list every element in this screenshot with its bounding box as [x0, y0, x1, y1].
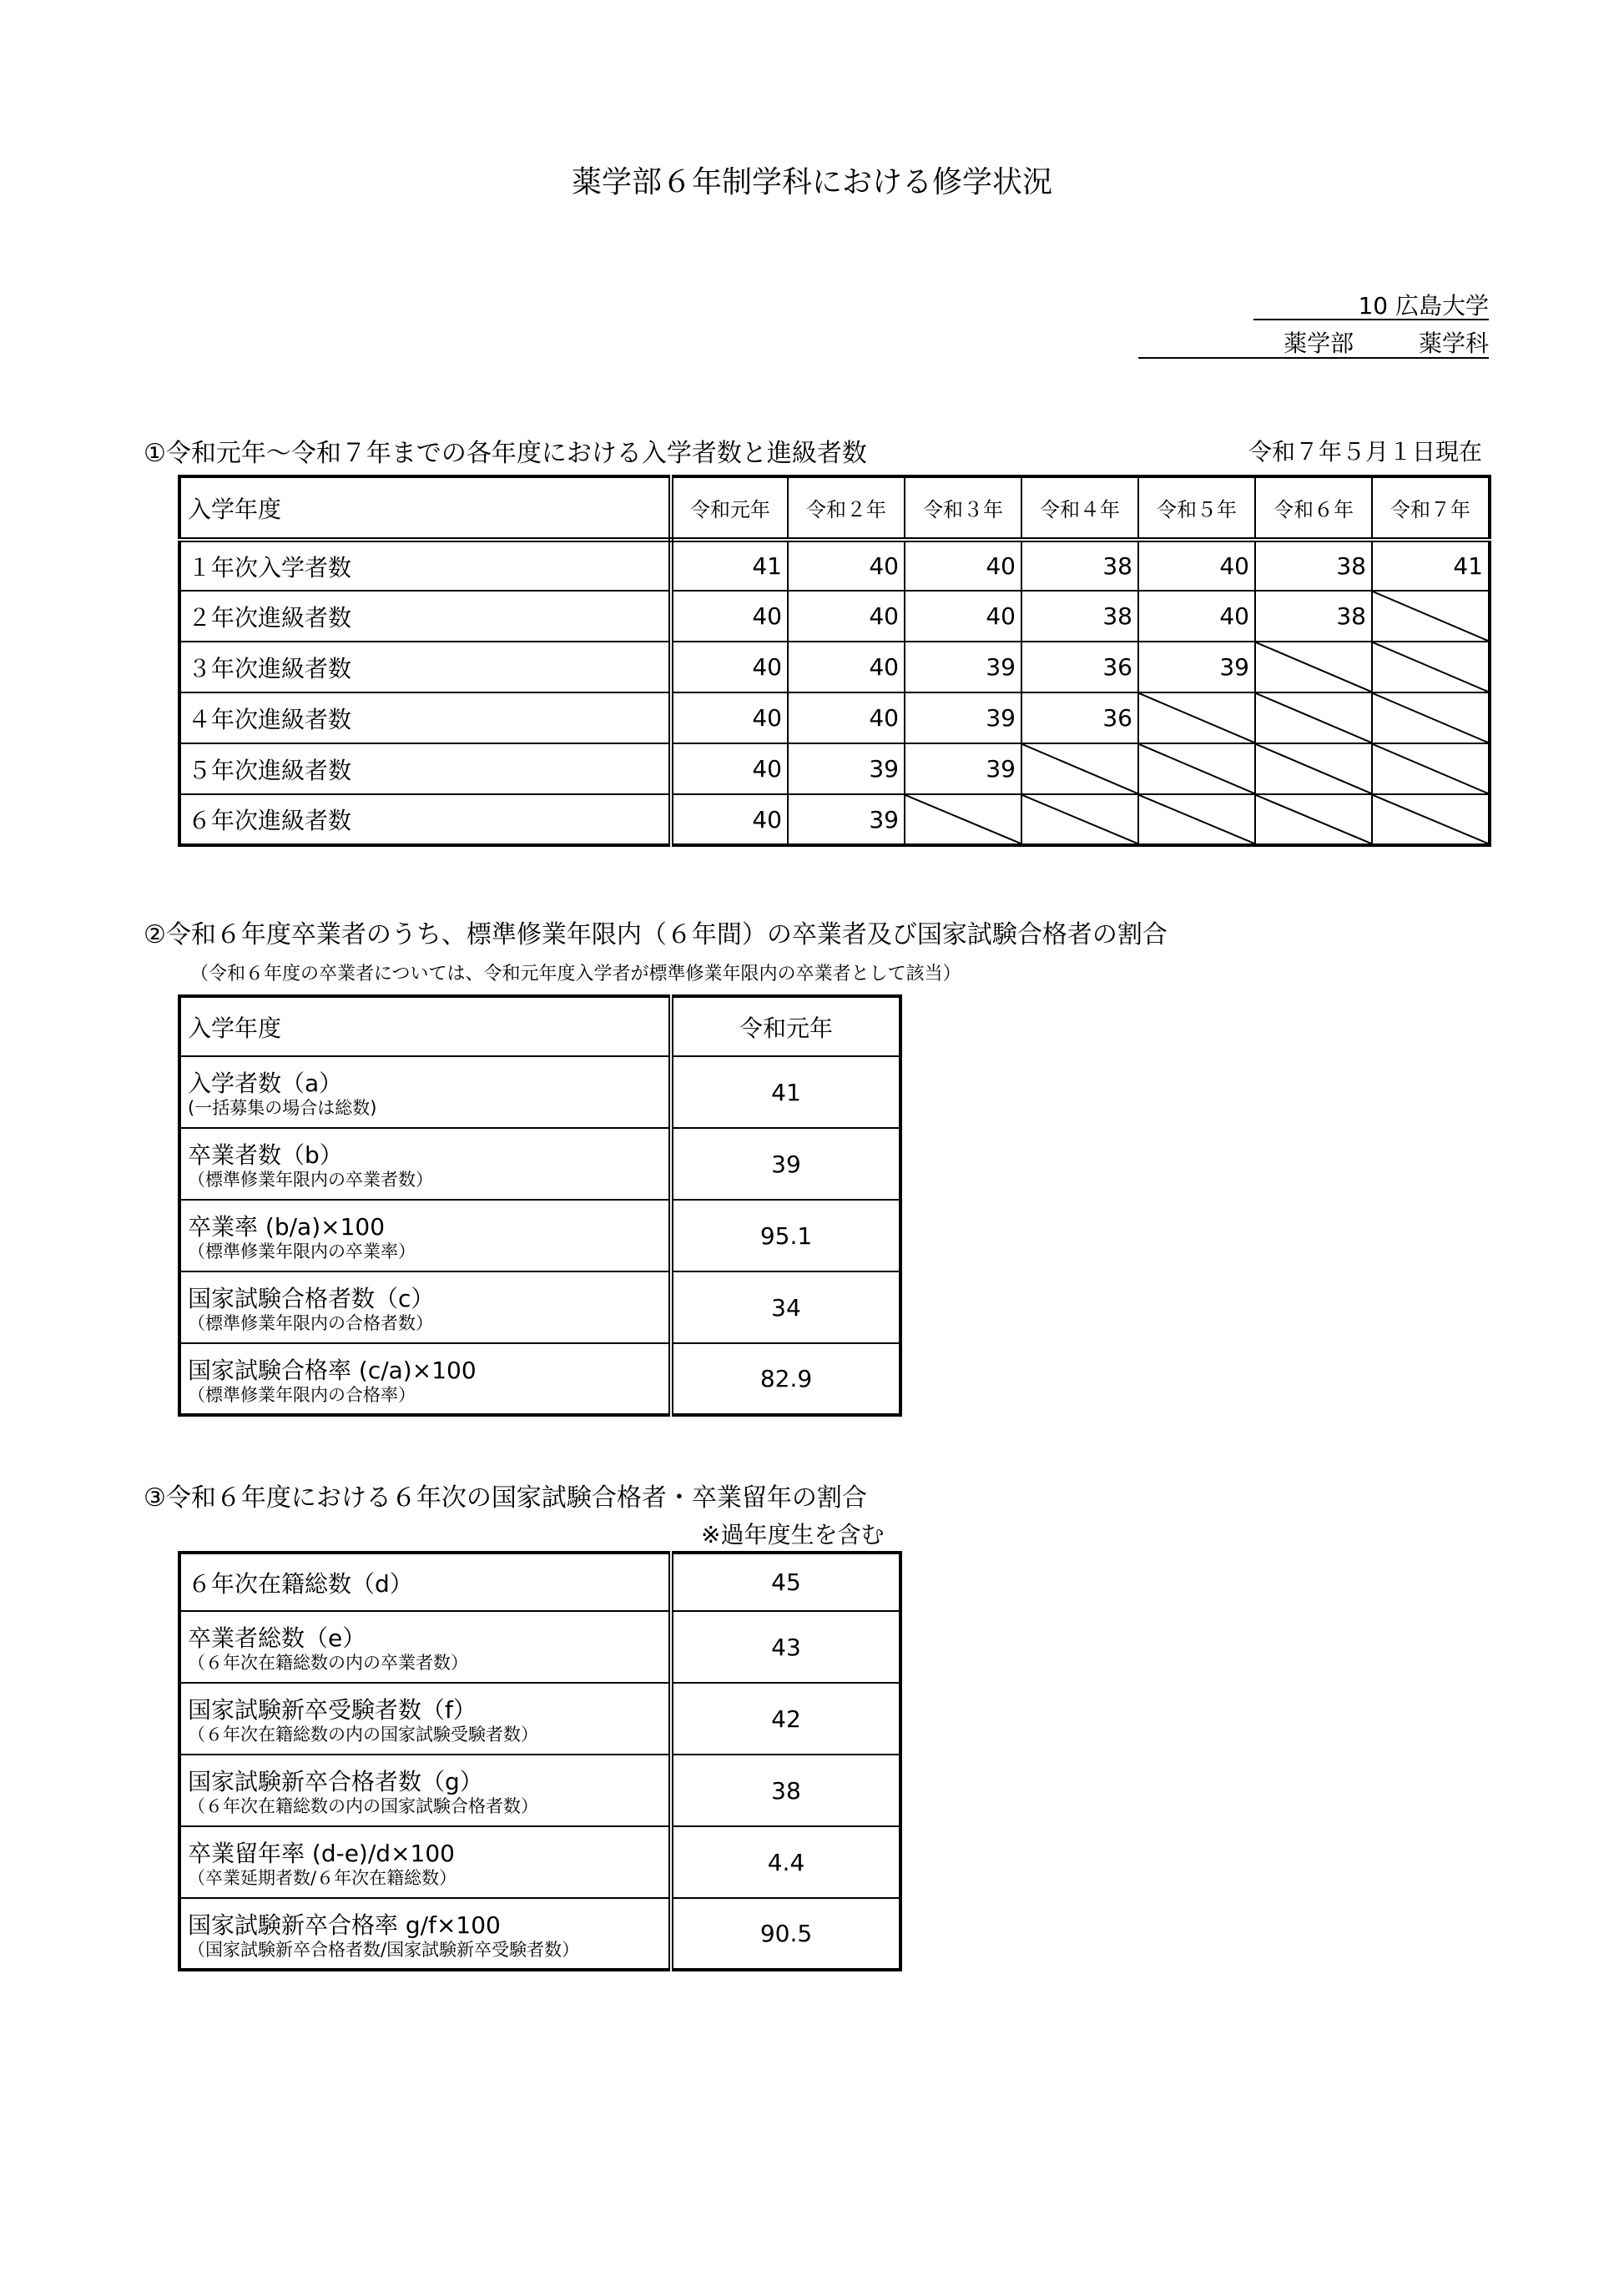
value-cell: 42: [671, 1683, 900, 1755]
table-row: [179, 743, 1490, 794]
value-cell: 41: [1372, 540, 1490, 591]
page-title: 薬学部６年制学科における修学状況: [571, 165, 1052, 199]
row-label-cell: [179, 1128, 671, 1200]
row-sublabel: （国家試験新卒合格者数/国家試験新卒受験者数）: [188, 1939, 580, 1960]
table-row: [179, 540, 1490, 591]
row-label: 卒業者数（b）: [188, 1141, 343, 1170]
empty-cell: [1021, 743, 1138, 794]
value-cell: 38: [1255, 540, 1372, 591]
value-cell: 40: [788, 540, 905, 591]
value-cell: 38: [1021, 591, 1138, 642]
row-label: ４年次進級者数: [179, 692, 671, 743]
row-label-cell: [179, 1611, 671, 1683]
year-header: 令和４年: [1021, 476, 1138, 540]
empty-cell-diagonal: [1373, 592, 1488, 641]
divider: [1138, 357, 1489, 359]
row-label-cell: [179, 1826, 671, 1898]
table-row: [179, 1553, 900, 1611]
table-header-row: [179, 476, 1490, 540]
row-label: 入学者数（a）: [188, 1070, 343, 1098]
row-sublabel: （卒業延期者数/６年次在籍総数）: [188, 1868, 457, 1889]
empty-cell: [1255, 692, 1372, 743]
row-label: ２年次進級者数: [179, 591, 671, 642]
value-cell: 43: [671, 1611, 900, 1683]
row-label: 卒業留年率 (d-e)/d×100: [188, 1840, 455, 1868]
row-sublabel: （６年次在籍総数の内の卒業者数）: [188, 1653, 468, 1674]
empty-cell-diagonal: [1022, 795, 1137, 843]
row-label: 卒業率 (b/a)×100: [188, 1213, 386, 1241]
value-cell: 40: [788, 642, 905, 692]
table-row: [179, 1128, 900, 1200]
row-label: ６年次在籍総数（d）: [188, 1569, 413, 1598]
value-cell: 40: [671, 591, 788, 642]
empty-cell: [905, 794, 1021, 845]
value-cell: 40: [1138, 591, 1255, 642]
empty-cell: [1138, 794, 1255, 845]
as-of-date: 令和７年５月１日現在: [1248, 438, 1482, 466]
empty-cell-diagonal: [1373, 642, 1488, 692]
corner-label: 入学年度: [179, 996, 671, 1056]
value-cell: 39: [788, 743, 905, 794]
enrollment-table: [178, 475, 1491, 847]
empty-cell: [1372, 794, 1490, 845]
row-sublabel: （標準修業年限内の合格率）: [188, 1384, 416, 1405]
row-sublabel: （６年次在籍総数の内の国家試験受験者数）: [188, 1725, 538, 1745]
row-label: 国家試験新卒合格者数（g）: [188, 1768, 483, 1796]
value-cell: 40: [905, 591, 1021, 642]
empty-cell: [1255, 794, 1372, 845]
year-header: 令和７年: [1372, 476, 1490, 540]
value-cell: 40: [788, 692, 905, 743]
value-cell: 39: [905, 692, 1021, 743]
divider: [1253, 319, 1489, 320]
empty-cell: [1138, 692, 1255, 743]
table-row: [179, 591, 1490, 642]
empty-cell-diagonal: [1256, 642, 1371, 692]
table-row: [179, 1611, 900, 1683]
empty-cell-diagonal: [1139, 795, 1254, 843]
row-label: 国家試験合格者数（c）: [188, 1285, 435, 1313]
institution-name: 10 広島大学: [1358, 292, 1489, 320]
empty-cell: [1372, 743, 1490, 794]
value-cell: 39: [671, 1128, 900, 1200]
year-header: 令和５年: [1138, 476, 1255, 540]
row-label-cell: [179, 1755, 671, 1826]
value-cell: 45: [671, 1553, 900, 1611]
table-row: [179, 1343, 900, 1415]
corner-label: 入学年度: [179, 476, 671, 540]
empty-cell-diagonal: [905, 795, 1021, 843]
row-label: ３年次進級者数: [179, 642, 671, 692]
value-cell: 40: [905, 540, 1021, 591]
empty-cell-diagonal: [1139, 744, 1254, 793]
row-sublabel: （標準修業年限内の卒業率）: [188, 1241, 416, 1262]
empty-cell: [1372, 692, 1490, 743]
value-cell: 40: [671, 642, 788, 692]
row-sublabel: （標準修業年限内の合格者数）: [188, 1313, 433, 1334]
row-label-cell: [179, 1553, 671, 1611]
section3-heading: ③令和６年度における６年次の国家試験合格者・卒業留年の割合: [144, 1483, 867, 1513]
empty-cell-diagonal: [1373, 795, 1488, 843]
row-label: ５年次進級者数: [179, 743, 671, 794]
row-label: 国家試験新卒合格率 g/f×100: [188, 1911, 501, 1939]
table-row: [179, 794, 1490, 845]
row-label: ６年次進級者数: [179, 794, 671, 845]
value-cell: 34: [671, 1271, 900, 1343]
value-cell: 38: [671, 1755, 900, 1826]
empty-cell-diagonal: [1256, 693, 1371, 743]
table-row: [179, 692, 1490, 743]
table-row: [179, 1200, 900, 1271]
table-row: [179, 1826, 900, 1898]
value-cell: 39: [905, 743, 1021, 794]
empty-cell: [1255, 743, 1372, 794]
row-sublabel: （標準修業年限内の卒業者数）: [188, 1170, 433, 1191]
value-cell: 39: [788, 794, 905, 845]
row-label-cell: [179, 1271, 671, 1343]
table-row: [179, 1755, 900, 1826]
value-cell: 40: [671, 743, 788, 794]
value-cell: 95.1: [671, 1200, 900, 1271]
faculty-department: [1284, 325, 1489, 359]
empty-cell: [1138, 743, 1255, 794]
faculty-name: 薬学部: [1284, 330, 1354, 357]
value-cell: 41: [671, 540, 788, 591]
value-cell: 40: [1138, 540, 1255, 591]
row-sublabel: (一括募集の場合は総数): [188, 1098, 377, 1119]
section2-heading: ②令和６年度卒業者のうち、標準修業年限内（６年間）の卒業者及び国家試験合格者の割合: [144, 920, 1168, 949]
empty-cell: [1255, 642, 1372, 692]
empty-cell-diagonal: [1022, 744, 1137, 793]
empty-cell: [1372, 591, 1490, 642]
row-label: 国家試験合格率 (c/a)×100: [188, 1356, 477, 1384]
row-sublabel: （６年次在籍総数の内の国家試験合格者数）: [188, 1796, 538, 1817]
value-cell: 82.9: [671, 1343, 900, 1415]
empty-cell-diagonal: [1256, 795, 1371, 843]
year-header: 令和２年: [788, 476, 905, 540]
empty-cell-diagonal: [1139, 693, 1254, 743]
value-cell: 36: [1021, 692, 1138, 743]
section3-note: ※過年度生を含む: [701, 1521, 885, 1548]
value-cell: 90.5: [671, 1898, 900, 1970]
empty-cell: [1372, 642, 1490, 692]
row-label: 卒業者総数（e）: [188, 1624, 366, 1653]
value-cell: 41: [671, 1056, 900, 1128]
row-label-cell: [179, 1200, 671, 1271]
row-label: １年次入学者数: [179, 540, 671, 591]
value-cell: 39: [1138, 642, 1255, 692]
empty-cell-diagonal: [1373, 693, 1488, 743]
table-row: [179, 1683, 900, 1755]
year-header: 令和元年: [671, 996, 900, 1056]
section2-note: （令和６年度の卒業者については、令和元年度入学者が標準修業年限内の卒業者として該当）: [190, 964, 961, 984]
value-cell: 36: [1021, 642, 1138, 692]
row-label: 国家試験新卒受験者数（f）: [188, 1696, 477, 1725]
value-cell: 40: [788, 591, 905, 642]
row-label-cell: [179, 1683, 671, 1755]
value-cell: 39: [905, 642, 1021, 692]
row-label-cell: [179, 1898, 671, 1970]
department-name: 薬学科: [1418, 330, 1489, 357]
section1-heading: ①令和元年～令和７年までの各年度における入学者数と進級者数: [144, 439, 867, 468]
table-row: [179, 1056, 900, 1128]
value-cell: 38: [1255, 591, 1372, 642]
value-cell: 40: [671, 692, 788, 743]
table-row: [179, 642, 1490, 692]
table-row: [179, 1271, 900, 1343]
empty-cell-diagonal: [1256, 744, 1371, 793]
year-header: 令和６年: [1255, 476, 1372, 540]
sixth-year-table: [178, 1551, 902, 1971]
year-header: 令和３年: [905, 476, 1021, 540]
standard-term-table: [178, 994, 902, 1417]
row-label-cell: [179, 1343, 671, 1415]
year-header: 令和元年: [671, 476, 788, 540]
value-cell: 38: [1021, 540, 1138, 591]
empty-cell-diagonal: [1373, 744, 1488, 793]
row-label-cell: [179, 1056, 671, 1128]
table-header-row: [179, 996, 900, 1056]
table-row: [179, 1898, 900, 1970]
empty-cell: [1021, 794, 1138, 845]
value-cell: 40: [671, 794, 788, 845]
value-cell: 4.4: [671, 1826, 900, 1898]
